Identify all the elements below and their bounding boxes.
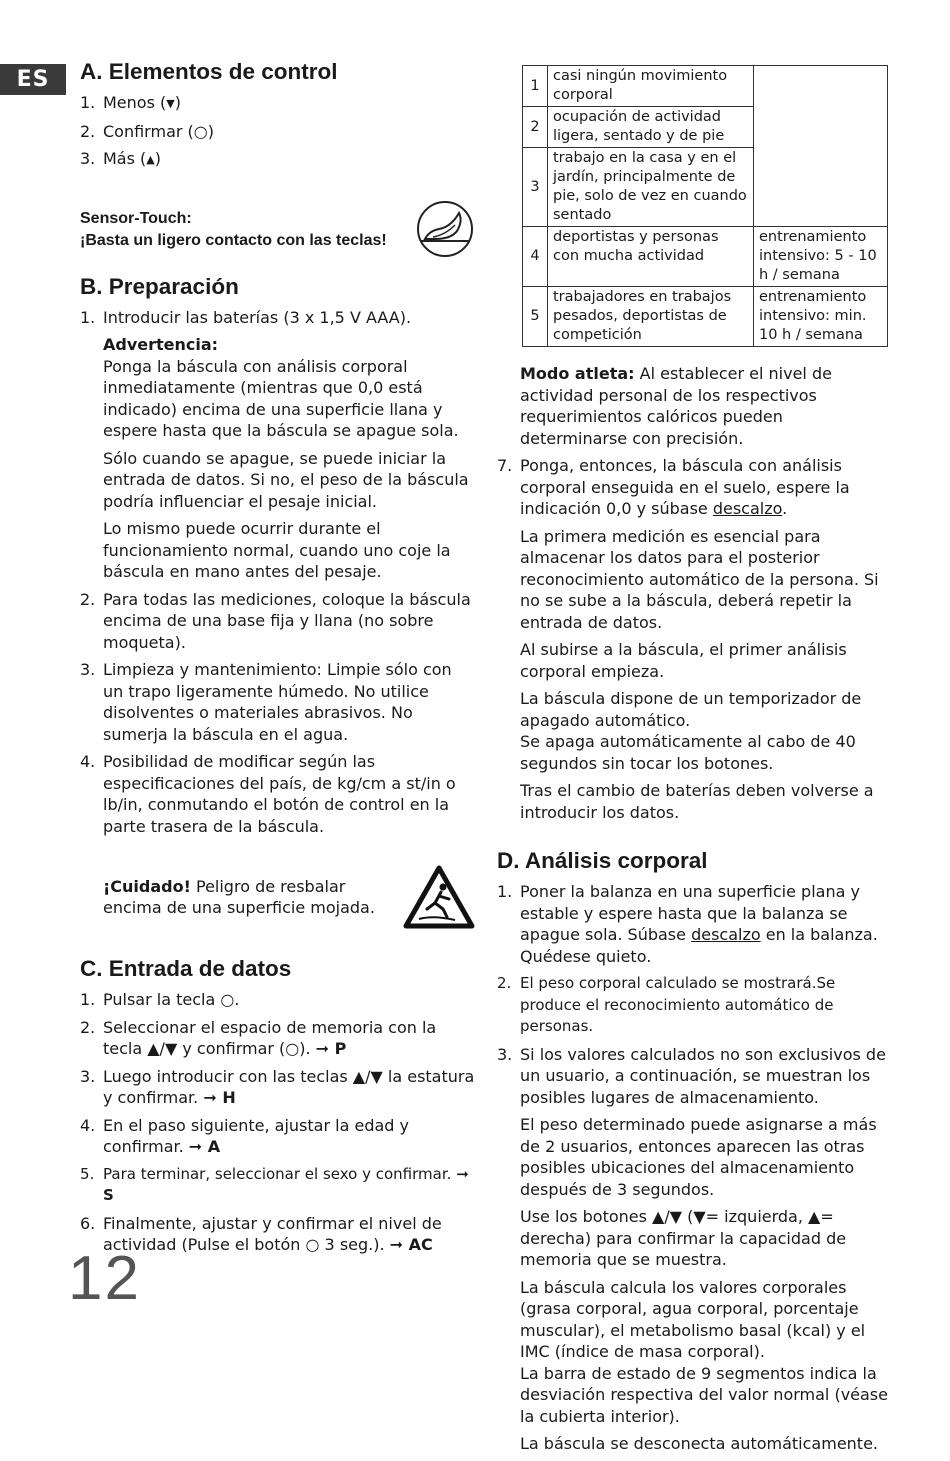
list-item: 3. Más (▲) bbox=[80, 148, 475, 171]
page-number: 12 bbox=[68, 1244, 141, 1313]
table-row: 3 trabajo en la casa y en el jardín, principalmente de pie, solo de vez en cuando sentado bbox=[523, 148, 888, 227]
control-elements-list bbox=[80, 92, 475, 171]
list-item: 7. Ponga, entonces, la báscula con análisis corporal enseguida en el suelo, espere la indicación 0,0 y súbase descalzo. bbox=[497, 456, 850, 518]
step-seven-paragraph: La báscula dispone de un temporizador de apagado automático. bbox=[520, 689, 862, 730]
list-item: 1. Menos (▼) bbox=[80, 92, 475, 115]
analysis-paragraph: La báscula se desconecta automáticamente. bbox=[520, 1434, 878, 1453]
analysis-paragraph: Use los botones ▲/▼ (▼= izquierda, ▲= derecha) para confirmar la capacidad de memoria que se muestra. bbox=[520, 1207, 847, 1269]
list-item: 4. En el paso siguiente, ajustar la edad y confirmar. ➞ A bbox=[80, 1115, 409, 1156]
activity-level-table bbox=[522, 65, 888, 347]
preparation-list-continued bbox=[80, 589, 475, 838]
body-analysis-list bbox=[497, 881, 892, 1108]
table-row: 2 ocupación de actividad ligera, sentado y de pie bbox=[523, 107, 888, 148]
athlete-mode-note: Modo atleta: Al establecer el nivel de actividad personal de los respectivos requerimientos calóricos pueden determinarse con precisión. bbox=[520, 364, 832, 448]
list-item: 1. Pulsar la tecla ○. bbox=[80, 990, 240, 1009]
table-row: 4 deportistas y personas con mucha actividad entrenamiento intensivo: 5 - 10 h / semana bbox=[523, 227, 888, 287]
left-column bbox=[80, 58, 475, 1262]
list-item: 6. Finalmente, ajustar y confirmar el nivel de actividad (Pulse el botón ○ 3 seg.). ➞ AC bbox=[80, 1213, 442, 1254]
step-arrow: ➞ A bbox=[188, 1137, 221, 1156]
table-row: 1 casi ningún movimiento corporal bbox=[523, 66, 888, 107]
section-d-title: D. Análisis corporal bbox=[497, 848, 708, 873]
plus-triangle-icon: ▲ bbox=[146, 153, 155, 166]
list-item: 5. Para terminar, seleccionar el sexo y confirmar. ➞ S bbox=[80, 1164, 469, 1204]
list-item: 1. Poner la balanza en una superficie plana y estable y espere hasta que la balanza se apague sola. Súbase descalzo en la balanza. Quédese quieto. bbox=[497, 882, 878, 966]
analysis-paragraph: La báscula calcula los valores corporales (grasa corporal, agua corporal, porcentaje muscular), el metabolismo basal (kcal) y el IMC (índice de masa corporal). bbox=[520, 1277, 866, 1361]
step-seven-paragraph: La primera medición es esencial para almacenar los datos para el posterior reconocimiento automático de la persona. Si no se sube a la báscula, deberá repetir la entrada de datos. bbox=[520, 526, 879, 632]
section-b-title: B. Preparación bbox=[80, 273, 239, 299]
list-item: 2. Seleccionar el espacio de memoria con la tecla ▲/▼ y confirmar (○). ➞ P bbox=[80, 1017, 437, 1058]
section-a-title: A. Elementos de control bbox=[80, 59, 338, 84]
step-arrow: ➞ P bbox=[315, 1039, 347, 1058]
list-item: 2. El peso corporal calculado se mostrará.Se produce el reconocimiento automático de personas. bbox=[497, 974, 836, 1035]
sensor-touch-note: Sensor-Touch: ¡Basta un ligero contacto con las teclas! bbox=[80, 201, 475, 259]
slip-caution-note: ¡Cuidado! Peligro de resbalar encima de una superficie mojada. bbox=[80, 865, 475, 929]
data-entry-list bbox=[80, 989, 475, 1256]
warning-label: Advertencia: bbox=[103, 335, 219, 354]
warning-paragraph: Ponga la báscula con análisis corporal inmediatamente (mientras que 0,0 está indicado) encima de una superficie llana y espere hasta que la báscula se apague sola. bbox=[103, 356, 459, 440]
step-seven-list bbox=[497, 455, 892, 520]
step-arrow: ➞ AC bbox=[389, 1235, 433, 1254]
list-item: 3. Luego introducir con las teclas ▲/▼ la estatura y confirmar. ➞ H bbox=[80, 1066, 475, 1107]
step-arrow: ➞ H bbox=[203, 1088, 236, 1107]
right-column bbox=[497, 65, 892, 1461]
analysis-paragraph: El peso determinado puede asignarse a más de 2 usuarios, entonces aparecen las otras posibles ubicaciones del almacenamiento después de 3 segundos. bbox=[520, 1115, 877, 1199]
preparation-list bbox=[80, 307, 475, 329]
list-item: 3. Limpieza y mantenimiento: Limpie sólo con un trapo ligeramente húmedo. No utilice disolventes o materiales abrasivos. No sumerja la báscula en el agua. bbox=[80, 660, 452, 744]
list-item: 3. Si los valores calculados no son exclusivos de un usuario, a continuación, se muestran los posibles lugares de almacenamiento. bbox=[497, 1044, 886, 1107]
minus-triangle-icon: ▼ bbox=[166, 97, 175, 110]
language-badge: ES bbox=[0, 64, 66, 95]
section-c-title: C. Entrada de datos bbox=[80, 956, 292, 981]
confirm-circle-icon: ○ bbox=[193, 121, 208, 141]
step-seven-paragraph: Al subirse a la báscula, el primer análisis corporal empieza. bbox=[520, 640, 847, 681]
step-arrow: ➞ S bbox=[103, 1164, 469, 1204]
warning-paragraph: Lo mismo puede ocurrir durante el funcionamiento normal, cuando uno coje la báscula en mano antes del pesaje. bbox=[103, 519, 451, 581]
list-item: 4. Posibilidad de modificar según las especificaciones del país, de kg/cm a st/in o lb/in, conmutando el botón de control en la parte trasera de la báscula. bbox=[80, 752, 456, 836]
step-seven-paragraph: Se apaga automáticamente al cabo de 40 segundos sin tocar los botones. bbox=[520, 732, 856, 773]
warning-paragraph: Sólo cuando se apague, se puede iniciar la entrada de datos. Si no, el peso de la báscula podría influenciar el pesaje inicial. bbox=[103, 448, 469, 511]
list-item: 1. Introducir las baterías (3 x 1,5 V AAA). bbox=[80, 307, 412, 327]
table-row: 5 trabajadores en trabajos pesados, deportistas de competición entrenamiento intensivo: min. 10 h / semana bbox=[523, 287, 888, 347]
touch-sensor-icon bbox=[415, 201, 475, 259]
step-seven-paragraph: Tras el cambio de baterías deben volverse a introducir los datos. bbox=[520, 781, 874, 822]
analysis-paragraph: La barra de estado de 9 segmentos indica la desviación respectiva del valor normal (véase la cubierta interior). bbox=[520, 1363, 888, 1426]
slippery-floor-warning-icon bbox=[403, 865, 475, 929]
list-item: 2. Confirmar (○) bbox=[80, 121, 214, 141]
list-item: 2. Para todas las mediciones, coloque la báscula encima de una base fija y llana (no sobre moqueta). bbox=[80, 589, 471, 652]
